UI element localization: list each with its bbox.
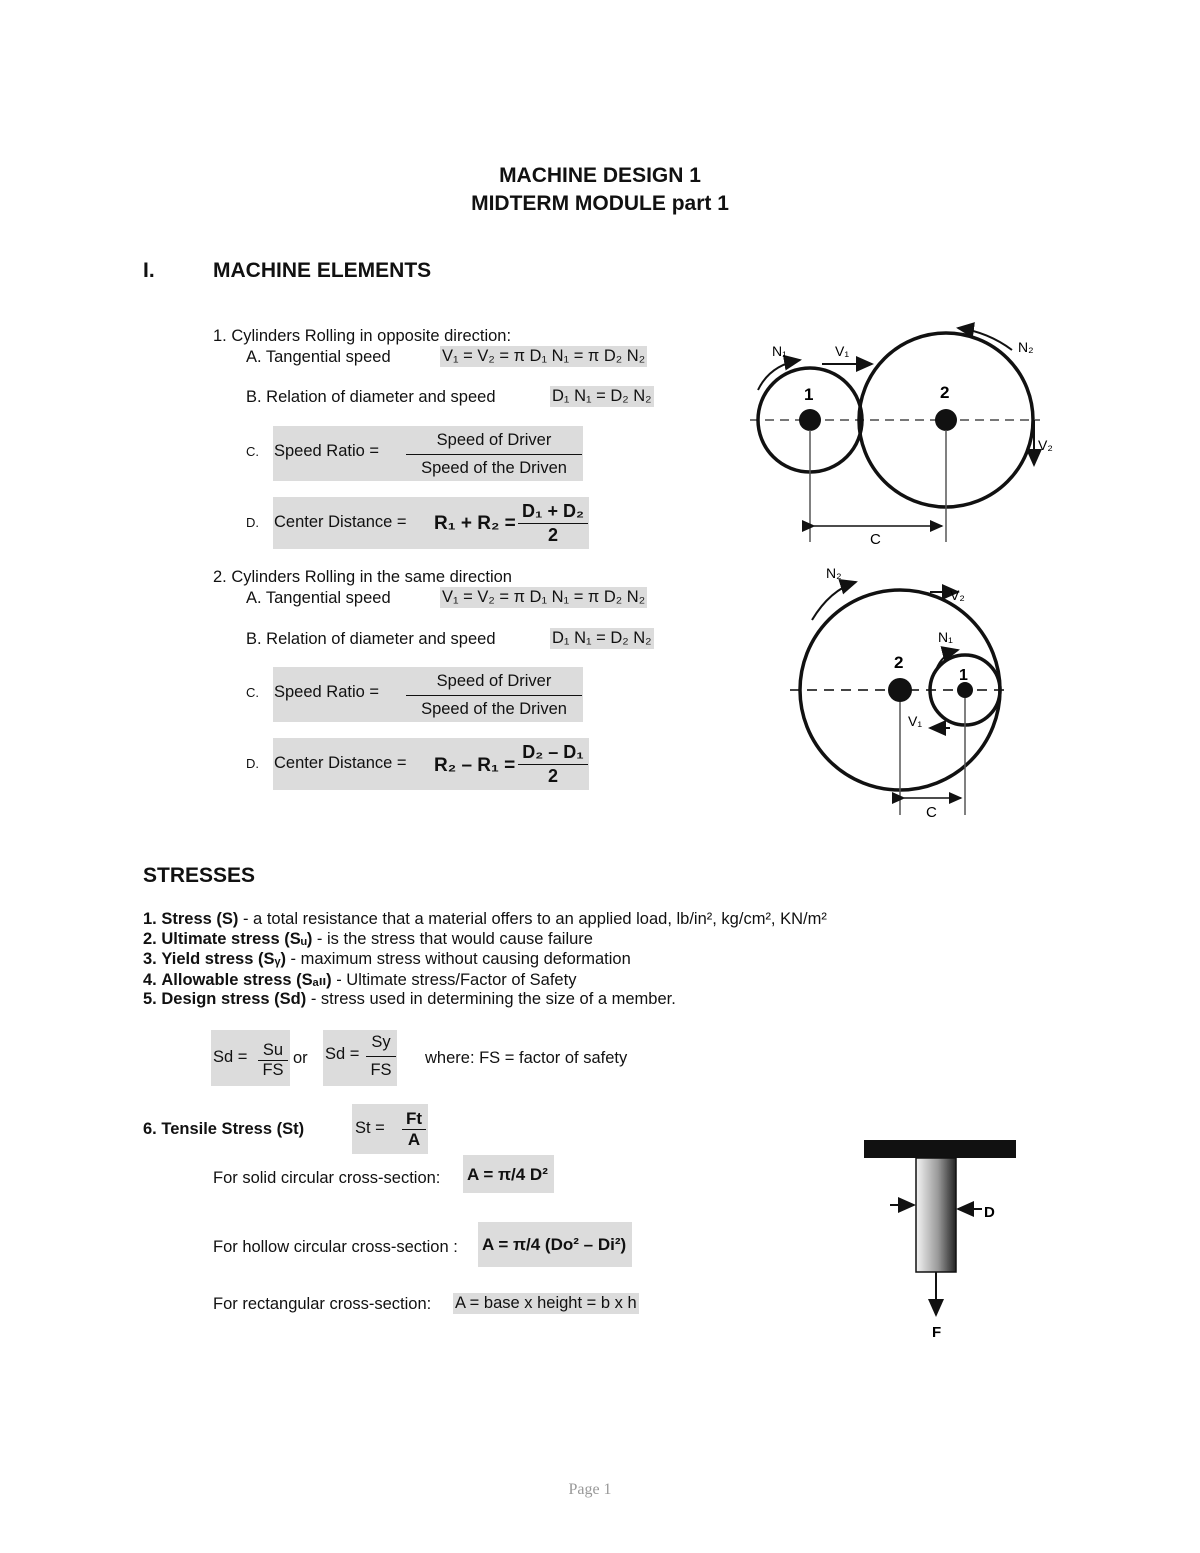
fraction-bar: [366, 1056, 396, 1057]
stress-item-desc: - is the stress that would cause failure: [312, 930, 593, 948]
design-where: where: FS = factor of safety: [425, 1049, 628, 1067]
item2-d-numerator: D₂ – D₁: [522, 742, 584, 762]
cylinder-2-center: [935, 409, 957, 431]
item2-d-lhs: R₂ – R₁ =: [434, 755, 516, 776]
item2-title: 2. Cylinders Rolling in the same direction: [213, 568, 512, 586]
item1-speed-ratio-fraction: [406, 431, 582, 478]
design-or: or: [293, 1049, 308, 1067]
section-heading: MACHINE ELEMENTS: [213, 259, 432, 282]
item2-a-label: A. Tangential speed: [246, 589, 391, 607]
item1-c-letter: C.: [246, 444, 259, 459]
fig1-label-v1: V₁: [835, 343, 850, 359]
fraction-bar: [406, 454, 582, 455]
item2-center-distance-fraction: [518, 742, 588, 787]
fig2-label-c: C: [926, 804, 937, 821]
design-fraction-2: [366, 1033, 396, 1080]
design-lhs-2: Sd =: [325, 1045, 360, 1063]
fig3-label-d: D: [984, 1204, 995, 1221]
item2-c-letter: C.: [246, 685, 259, 700]
tensile-label: 6. Tensile Stress (St): [143, 1120, 305, 1138]
item2-c-label: Speed Ratio =: [274, 683, 380, 701]
stress-item-term: Ultimate stress (Sᵤ): [161, 930, 313, 948]
item2-a-formula: V₁ = V₂ = π D₁ N₁ = π D₂ N₂: [442, 588, 646, 606]
cylinder-1-center: [799, 409, 821, 431]
cylinder-2-center: [888, 678, 912, 702]
item1-d-numerator: D₁ + D₂: [522, 501, 584, 521]
solid-section-formula: A = π/4 D²: [463, 1155, 554, 1193]
support-plate: [864, 1140, 1016, 1158]
fig1-label-v2: V₂: [1038, 437, 1053, 453]
fig2-label-n2: N₂: [826, 565, 842, 581]
stress-item-num: 5.: [143, 990, 157, 1008]
item2-c-numerator: Speed of Driver: [436, 672, 552, 690]
item1-c-label: Speed Ratio =: [274, 442, 380, 460]
tensile-den: A: [407, 1130, 421, 1149]
fig2-label-1: 1: [959, 667, 968, 684]
hollow-section-formula: A = π/4 (Do² – Di²): [478, 1222, 632, 1267]
fig1-label-n2: N₂: [1018, 339, 1034, 355]
stress-item-num: 1.: [143, 910, 157, 928]
tensile-lhs: St =: [355, 1119, 385, 1137]
item2-speed-ratio-fraction: [406, 672, 582, 719]
item1-center-distance-fraction: [518, 501, 588, 546]
design-lhs-1: Sd =: [213, 1048, 248, 1066]
tensile-num: Ft: [405, 1109, 423, 1128]
stress-item-4: [143, 970, 576, 990]
item1-c-denominator: Speed of the Driven: [421, 459, 567, 477]
item1-b-formula: D₁ N₁ = D₂ N₂: [552, 387, 652, 405]
design-fraction-1: [258, 1041, 288, 1080]
document-title-line1: MACHINE DESIGN 1: [499, 164, 701, 187]
section-numeral: I.: [143, 259, 155, 282]
design-num-1: Su: [262, 1041, 284, 1059]
stress-item-term: Design stress (Sd): [161, 990, 307, 1008]
fig3-label-f: F: [932, 1324, 942, 1341]
stress-item-term: Yield stress (Sᵧ): [161, 950, 286, 968]
rect-section-label: For rectangular cross-section:: [213, 1295, 432, 1313]
fraction-bar: [518, 523, 588, 524]
item1-b-label: B. Relation of diameter and speed: [246, 388, 496, 406]
item2-d-letter: D.: [246, 756, 259, 771]
figure-tensile-rod: [860, 1135, 1030, 1345]
stress-item-2: [143, 930, 593, 949]
rod: [916, 1158, 956, 1272]
n2-arrow: [958, 328, 1012, 350]
page-number: Page 1: [568, 1481, 612, 1498]
stress-item-desc: - maximum stress without causing deformation: [285, 950, 631, 968]
stress-item-num: 3.: [143, 950, 157, 968]
item2-d-denominator: 2: [547, 766, 558, 786]
fig2-label-v2: V₂: [950, 587, 965, 603]
item1-title: 1. Cylinders Rolling in opposite direction:: [213, 327, 512, 345]
stress-item-term: Stress (S): [161, 910, 239, 928]
design-num-2: Sy: [371, 1033, 391, 1051]
item2-c-denominator: Speed of the Driven: [421, 700, 567, 718]
item1-d-lhs: R₁ + R₂ =: [434, 513, 516, 534]
fig2-label-n1: N₁: [938, 629, 953, 645]
document-title-line2: MIDTERM MODULE part 1: [471, 192, 729, 215]
item1-a-label: A. Tangential speed: [246, 348, 391, 366]
stress-item-desc: - Ultimate stress/Factor of Safety: [331, 971, 577, 989]
fig1-label-n1: N₁: [772, 343, 787, 359]
fig2-label-2: 2: [894, 653, 904, 672]
item2-b-formula: D₁ N₁ = D₂ N₂: [552, 629, 652, 647]
n1-arrow: [758, 360, 800, 390]
hollow-section-label: For hollow circular cross-section :: [213, 1238, 458, 1256]
stress-item-num: 4.: [143, 971, 157, 989]
solid-section-label: For solid circular cross-section:: [213, 1169, 441, 1187]
design-den-1: FS: [262, 1061, 284, 1079]
tensile-fraction: [402, 1109, 426, 1150]
item2-d-label: Center Distance =: [274, 754, 407, 772]
fig1-label-c: C: [870, 531, 881, 548]
fraction-bar: [518, 764, 588, 765]
stress-item-3: [143, 950, 631, 969]
cylinder-1-center: [957, 682, 973, 698]
stress-item-num: 2.: [143, 930, 157, 948]
rect-section-formula: A = base x height = b x h: [455, 1294, 637, 1312]
fig1-label-1: 1: [804, 385, 814, 404]
stress-item-desc: - stress used in determining the size of a member.: [306, 990, 676, 1008]
fig1-label-2: 2: [940, 383, 950, 402]
figure-same-direction: [790, 560, 1030, 822]
item2-b-label: B. Relation of diameter and speed: [246, 630, 496, 648]
item1-d-label: Center Distance =: [274, 513, 407, 531]
design-den-2: FS: [370, 1061, 392, 1079]
item1-c-numerator: Speed of Driver: [436, 431, 552, 449]
item1-a-formula: V₁ = V₂ = π D₁ N₁ = π D₂ N₂: [442, 347, 646, 365]
fraction-bar: [406, 695, 582, 696]
stress-item-1: [143, 910, 827, 929]
stress-item-5: [143, 990, 676, 1009]
figure-opposite-direction: [740, 320, 1070, 550]
stress-item-term: Allowable stress (Sₐₗₗ): [161, 971, 332, 989]
item1-d-denominator: 2: [547, 525, 558, 545]
stress-item-desc: - a total resistance that a material offers to an applied load, lb/in², kg/cm², KN/m²: [238, 910, 827, 928]
stresses-heading: STRESSES: [143, 864, 256, 887]
fig2-label-v1: V₁: [908, 713, 923, 729]
item1-d-letter: D.: [246, 515, 259, 530]
